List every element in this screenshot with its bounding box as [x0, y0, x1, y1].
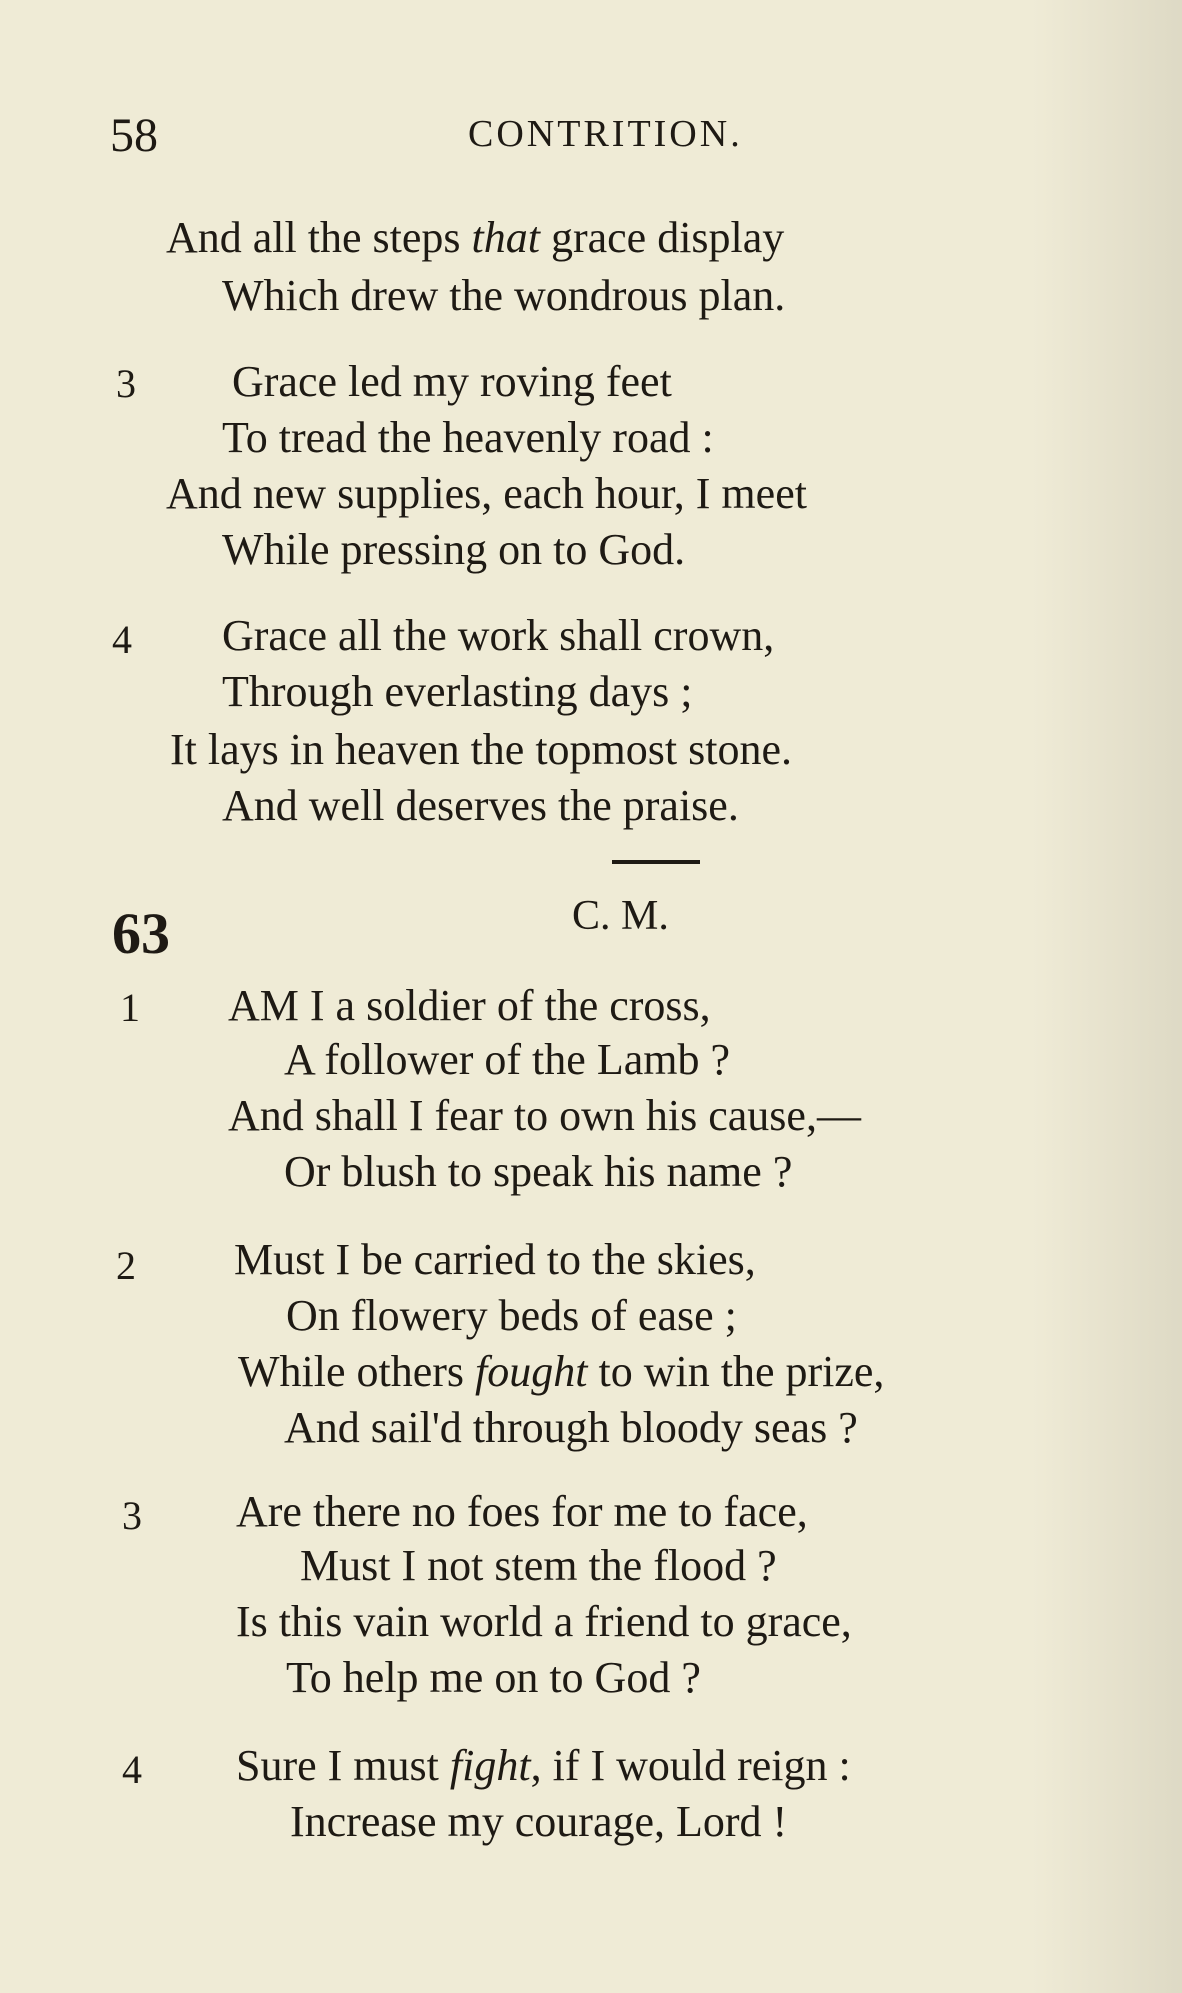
verse-line: And all the steps that grace display — [166, 213, 785, 262]
verse-line: Through everlasting days ; — [222, 667, 693, 716]
verse-line: To tread the heavenly road : — [222, 413, 714, 462]
verse-line: AM I a soldier of the cross, — [228, 981, 711, 1030]
verse-line: Or blush to speak his name ? — [284, 1147, 793, 1196]
verse-line: While pressing on to God. — [222, 525, 686, 574]
stanza-number: 3 — [116, 361, 136, 406]
verse-line: Is this vain world a friend to grace, — [236, 1597, 852, 1646]
verse-line: To help me on to God ? — [286, 1653, 701, 1702]
show-through-shadow — [1032, 0, 1182, 1993]
stanza-number: 3 — [122, 1493, 142, 1538]
stanza-number: 2 — [116, 1243, 136, 1288]
verse-line: And well deserves the praise. — [222, 781, 739, 830]
verse-line: While others fought to win the prize, — [238, 1347, 885, 1396]
stanza-number: 4 — [122, 1747, 142, 1792]
verse-line: A follower of the Lamb ? — [284, 1035, 730, 1084]
verse-line: Which drew the wondrous plan. — [222, 271, 786, 320]
verse-line: Must I not stem the flood ? — [300, 1541, 777, 1590]
page-title: CONTRITION. — [468, 113, 743, 155]
verse-line: Sure I must fight, if I would reign : — [236, 1741, 851, 1790]
section-divider — [612, 860, 700, 864]
verse-line: And shall I fear to own his cause,— — [228, 1091, 861, 1140]
verse-line: And new supplies, each hour, I meet — [166, 469, 807, 518]
verse-line: On flowery beds of ease ; — [286, 1291, 737, 1340]
verse-line: It lays in heaven the topmost stone. — [170, 725, 792, 774]
stanza-number: 4 — [112, 617, 132, 662]
verse-line: And sail'd through bloody seas ? — [284, 1403, 858, 1452]
verse-line: Must I be carried to the skies, — [234, 1235, 756, 1284]
hymn-number: 63 — [112, 901, 170, 966]
verse-line: Are there no foes for me to face, — [236, 1487, 808, 1536]
verse-line: Increase my courage, Lord ! — [290, 1797, 788, 1846]
verse-line: Grace all the work shall crown, — [222, 611, 775, 660]
verse-line: Grace led my roving feet — [232, 357, 672, 406]
hymn-meter: C. M. — [572, 893, 669, 939]
page-number: 58 — [110, 109, 158, 162]
stanza-number: 1 — [120, 985, 140, 1030]
